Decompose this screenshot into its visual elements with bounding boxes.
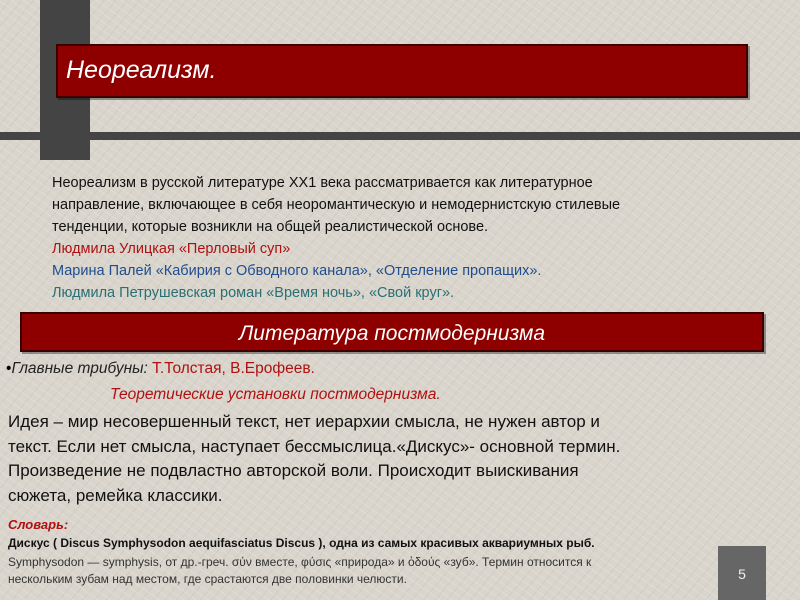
intro-paragraph (52, 172, 772, 304)
main-line-2: текст. Если нет смысла, наступает бессмыслица.«Дискус»- основной термин. (8, 436, 621, 456)
tribunes-colon: : (143, 360, 148, 377)
bullet-icon: • (6, 360, 12, 377)
main-line-4: сюжета, ремейка классики. (8, 485, 223, 505)
main-paragraph (8, 410, 788, 508)
dictionary-note (8, 554, 708, 588)
intro-line-1: Неореализм в русской литературе XX1 века рассматривается как литературное (52, 175, 593, 191)
main-line-1: Идея – мир несовершенный текст, нет иерархии смысла, не нужен автор и (8, 412, 600, 431)
theory-heading: Теоретические установки постмодернизма. (110, 386, 441, 403)
author-ulitskaya: Людмила Улицкая «Перловый суп» (52, 241, 291, 257)
intro-line-3: тенденции, которые возникли на общей реалистической основе. (52, 219, 489, 235)
title-banner (56, 44, 748, 98)
main-line-3: Произведение не подвластно авторской воли. Происходит выискивания (8, 461, 579, 480)
tribunes-line (6, 360, 315, 378)
dictionary-entry: Дискус ( Discus Symphysodon aequifasciatus Discus ), одна из самых красивых аквариумных рыб. (8, 536, 595, 550)
intro-line-2: направление, включающее в себя неоромантическую и немодернистскую стилевые (52, 197, 621, 213)
dictionary-note-line-2: нескольким зубам над местом, где срастаются две половинки челюсти. (8, 572, 407, 586)
tribunes-names: Т.Толстая, В.Ерофеев. (147, 360, 315, 377)
dictionary-note-line-1: Symphysodon — symphysis, от др.-греч. σύν вместе, φύσις «природа» и ὀδούς «зуб». Термин относится к (8, 555, 592, 569)
section-title: Литература постмодернизма (238, 322, 546, 345)
dictionary-heading: Словарь: (8, 517, 69, 532)
decorative-horizontal-bar (0, 132, 800, 140)
tribunes-label: Главные трибуны (11, 360, 144, 377)
section-banner (20, 312, 764, 352)
page-number: 5 (738, 566, 746, 582)
author-paley: Марина Палей «Кабирия с Обводного канала», «Отделение пропащих». (52, 263, 542, 279)
author-petrushevskaya: Людмила Петрушевская роман «Время ночь», «Свой круг». (52, 285, 455, 301)
slide-title: Неореализм. (66, 56, 217, 84)
page-number-box (718, 546, 766, 600)
